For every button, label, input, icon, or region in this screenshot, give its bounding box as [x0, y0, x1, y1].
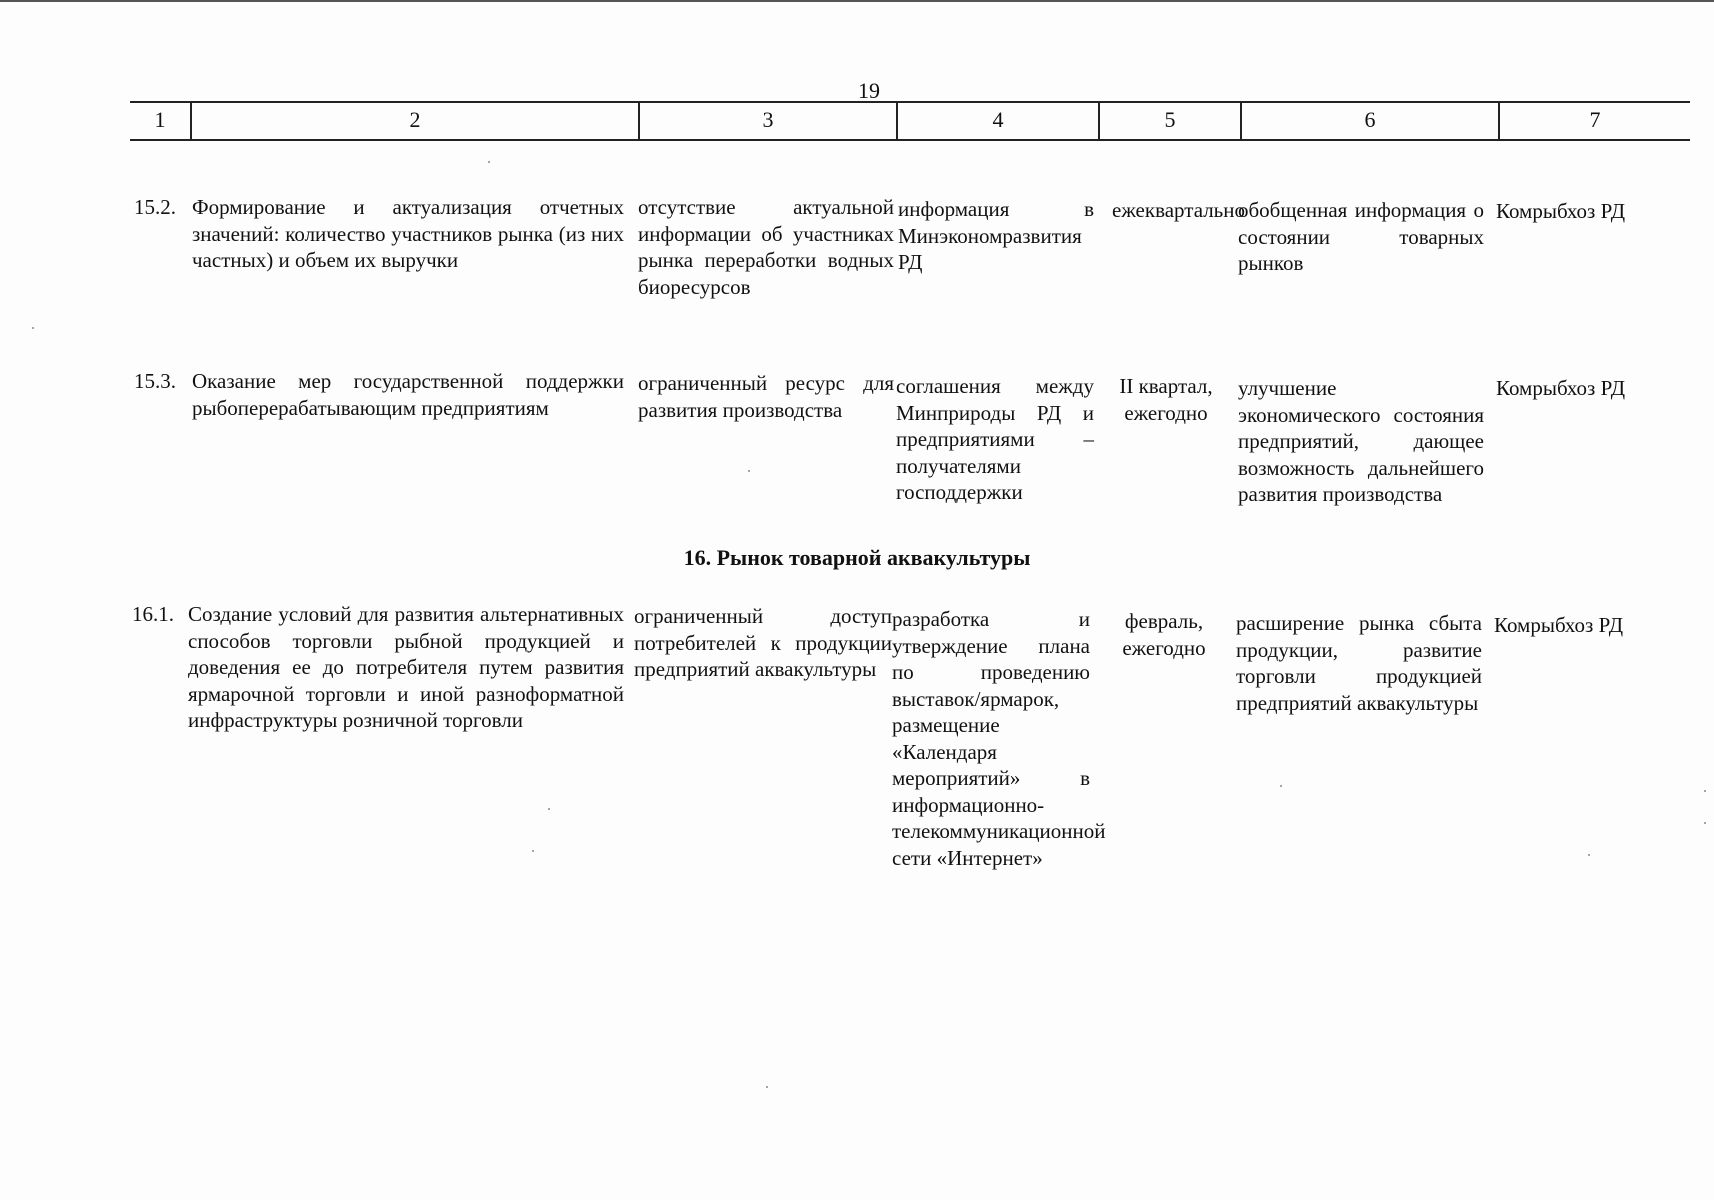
document-cell: информация в Минэкономразвития РД — [898, 197, 1094, 274]
column-header-4: 4 — [896, 103, 1098, 139]
result-cell: расширение рынка сбыта продукции, развитие торговли продукцией предприятий аквакультуры — [1236, 611, 1482, 715]
deadline-cell: ежеквартально — [1112, 198, 1245, 222]
scan-speck — [32, 327, 34, 329]
scan-speck — [766, 1086, 768, 1088]
column-header-2: 2 — [190, 103, 638, 139]
row-number: 15.3. — [134, 369, 176, 393]
row-number: 15.2. — [134, 195, 176, 219]
deadline-cell: февраль, ежегодно — [1122, 609, 1206, 660]
section-title: 16. Рынок товарной аквакультуры — [683, 545, 1031, 570]
page-edge — [0, 0, 1714, 2]
scan-speck — [532, 850, 534, 852]
measure-cell: Создание условий для развития альтернативных способов торговли рыбной продукцией и доведения ее до потребителя путем развития ярмарочной торговли и иной разноформатной инфраструктуры розничной торговли — [188, 602, 624, 732]
column-header-6: 6 — [1240, 103, 1498, 139]
column-header-row — [130, 101, 1690, 141]
scan-speck — [488, 161, 490, 163]
page-number: 19 — [858, 78, 880, 103]
measure-cell: Формирование и актуализация отчетных значений: количество участников рынка (из них частных) и объем их выручки — [192, 195, 624, 272]
column-header-5: 5 — [1098, 103, 1240, 139]
executor-cell: Комрыбхоз РД — [1494, 613, 1624, 637]
column-header-1: 1 — [154, 107, 166, 132]
row-number: 16.1. — [132, 602, 174, 626]
scan-speck — [1704, 822, 1706, 824]
problem-cell: ограниченный доступ потребителей к продукции предприятий аквакультуры — [634, 604, 892, 681]
executor-cell: Комрыбхоз РД — [1496, 199, 1626, 223]
problem-cell: отсутствие актуальной информации об участниках рынка переработки водных биоресурсов — [638, 195, 894, 299]
problem-cell: ограниченный ресурс для развития производства — [638, 371, 894, 422]
document-cell: соглашения между Минприроды РД и предприятиями – получателями господдержки — [896, 374, 1094, 504]
result-cell: обобщенная информация о состоянии товарных рынков — [1238, 198, 1484, 275]
executor-cell: Комрыбхоз РД — [1496, 376, 1626, 400]
column-header-3: 3 — [638, 103, 896, 139]
deadline-cell: II квартал, ежегодно — [1119, 374, 1213, 425]
scan-speck — [1704, 790, 1706, 792]
scan-speck — [1588, 854, 1590, 856]
scan-speck — [748, 470, 750, 472]
result-cell: улучшение экономического состояния предприятий, дающее возможность дальнейшего развития производства — [1238, 376, 1484, 506]
measure-cell: Оказание мер государственной поддержки рыбоперерабатывающим предприятиям — [192, 369, 624, 420]
scan-speck — [1280, 785, 1282, 787]
document-cell: разработка и утверждение плана по проведению выставок/ярмарок, размещение «Календаря мероприятий» в информационно-телекоммуникационной сети «Интернет» — [892, 607, 1106, 870]
scan-speck — [548, 808, 550, 810]
column-header-7: 7 — [1498, 103, 1690, 139]
